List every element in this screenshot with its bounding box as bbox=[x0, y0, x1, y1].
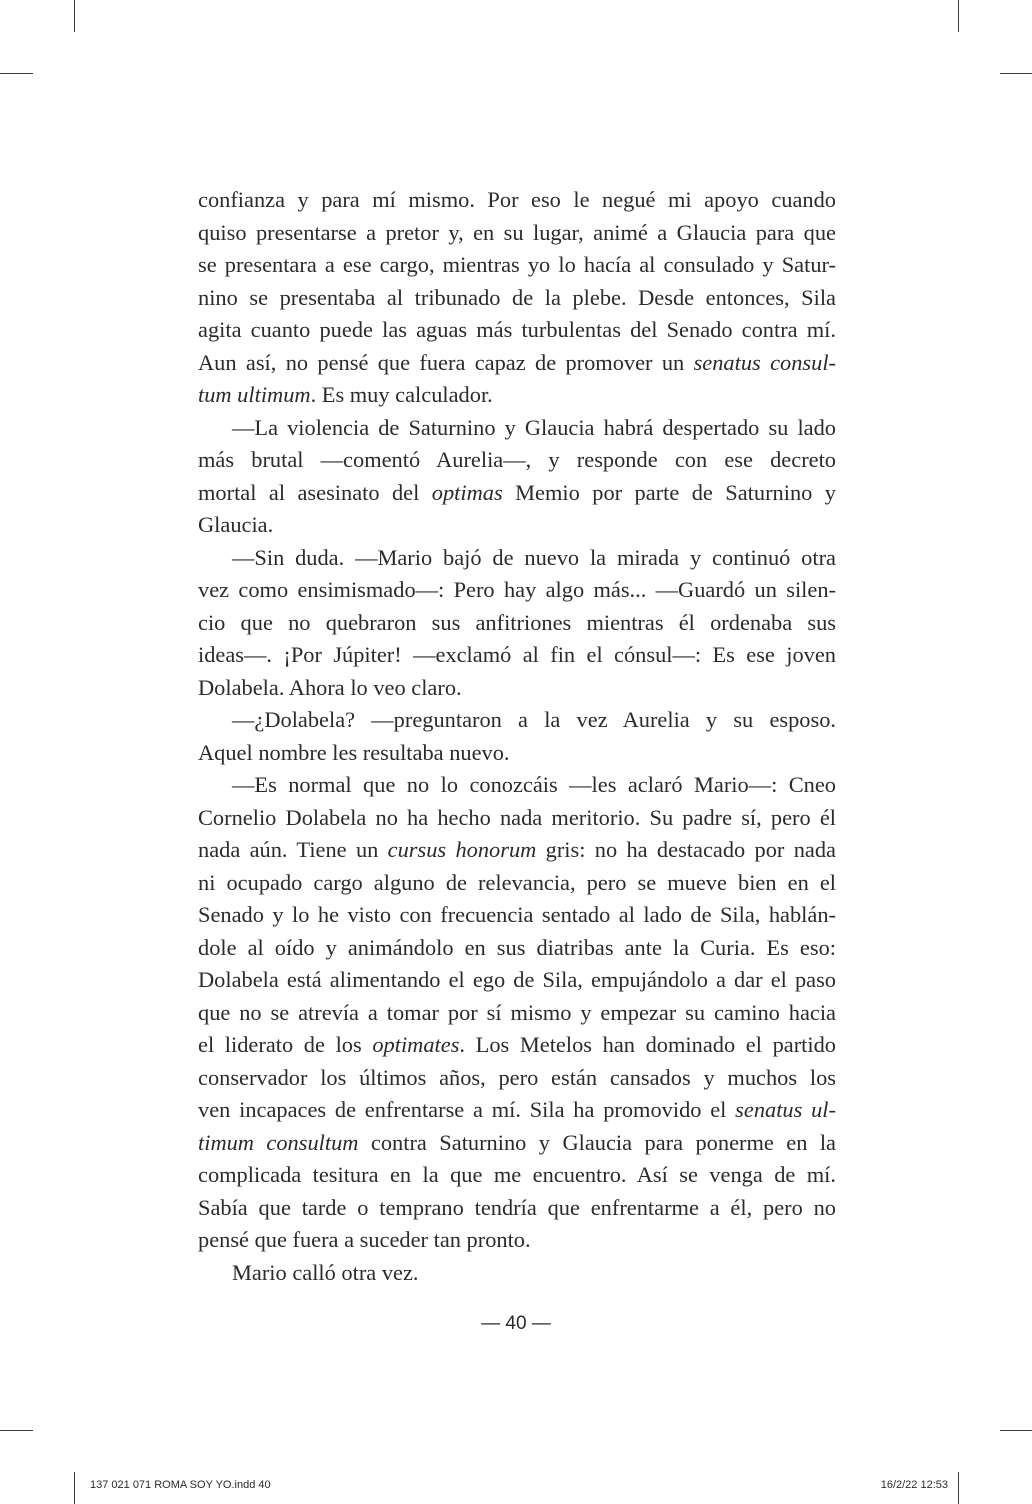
text-segment: complicada tesitura en la que me encuentro. Así se venga de mí. bbox=[198, 1162, 836, 1187]
text-segment: se presentara a ese cargo, mientras yo lo hacía al consulado y Satur- bbox=[198, 252, 836, 277]
text-line bbox=[198, 639, 836, 672]
text-line bbox=[198, 412, 836, 445]
text-line bbox=[198, 737, 836, 770]
text-segment: cio que no quebraron sus anfitriones mientras él ordenaba sus bbox=[198, 609, 836, 635]
text-segment: —Es normal que no lo conozcáis —les aclaró Mario—: Cneo bbox=[232, 772, 836, 797]
text-line bbox=[198, 184, 836, 217]
text-line bbox=[198, 542, 836, 575]
text-line bbox=[198, 704, 836, 737]
crop-mark-top-right-horizontal bbox=[1000, 73, 1032, 74]
italic-term: optimates bbox=[372, 1032, 460, 1057]
text-line bbox=[198, 899, 836, 932]
text-segment: más brutal —comentó Aurelia—, y responde con ese decreto bbox=[198, 447, 836, 472]
text-segment: Aquel nombre les resultaba nuevo. bbox=[198, 739, 510, 765]
text-segment: gris: no ha destacado por nada bbox=[536, 837, 836, 862]
text-line bbox=[198, 867, 836, 900]
crop-mark-bottom-right bbox=[958, 1472, 959, 1504]
text-line bbox=[198, 1192, 836, 1225]
text-segment: —La violencia de Saturnino y Glaucia habrá despertado su lado bbox=[232, 414, 836, 440]
text-segment: Aun así, no pensé que fuera capaz de promover un bbox=[198, 349, 694, 375]
text-segment: Cornelio Dolabela no ha hecho nada meritorio. Su padre sí, pero él bbox=[198, 804, 836, 830]
text-line bbox=[198, 282, 836, 315]
text-segment: Dolabela está alimentando el ego de Sila, empujándolo a dar el paso bbox=[198, 967, 836, 992]
text-line bbox=[198, 1159, 836, 1192]
text-segment: vez como ensimismado—: Pero hay algo más... —Guardó un silen- bbox=[198, 577, 836, 602]
italic-term: senatus consul- bbox=[693, 349, 836, 375]
text-line bbox=[198, 1257, 836, 1290]
text-line bbox=[198, 379, 836, 412]
text-segment: —Sin duda. —Mario bajó de nuevo la mirada y continuó otra bbox=[232, 544, 836, 570]
text-line bbox=[198, 834, 836, 867]
text-line bbox=[198, 672, 836, 705]
text-line bbox=[198, 509, 836, 542]
text-segment: . Es muy calculador. bbox=[310, 382, 493, 407]
text-segment: ni ocupado cargo alguno de relevancia, pero se mueve bien en el bbox=[198, 869, 836, 895]
text-line bbox=[198, 444, 836, 477]
text-line bbox=[198, 802, 836, 835]
crop-mark-top-left-horizontal bbox=[0, 73, 33, 74]
text-segment: nino se presentaba al tribunado de la plebe. Desde entonces, Sila bbox=[198, 284, 836, 310]
text-segment: Memio por parte de Saturnino y bbox=[502, 479, 836, 505]
body-text bbox=[198, 184, 836, 1289]
text-segment: Glaucia. bbox=[198, 512, 274, 537]
text-segment: dole al oído y animándolo en sus diatribas ante la Curia. Es eso: bbox=[198, 934, 836, 960]
text-segment: Sabía que tarde o temprano tendría que enfrentarme a él, pero no bbox=[198, 1194, 836, 1220]
text-segment: el liderato de los bbox=[198, 1032, 373, 1057]
text-segment: . Los Metelos han dominado el partido bbox=[459, 1032, 836, 1057]
italic-term: optimas bbox=[431, 479, 503, 505]
text-line bbox=[198, 1029, 836, 1062]
text-segment: agita cuanto puede las aguas más turbulentas del Senado contra mí. bbox=[198, 317, 836, 342]
text-segment: quiso presentarse a pretor y, en su lugar, animé a Glaucia para que bbox=[198, 219, 836, 245]
text-segment: ven incapaces de enfrentarse a mí. Sila ha promovido el bbox=[198, 1097, 736, 1122]
text-line bbox=[198, 347, 836, 380]
text-line bbox=[198, 932, 836, 965]
text-line bbox=[198, 607, 836, 640]
crop-mark-bottom-left bbox=[74, 1472, 75, 1504]
text-segment: pensé que fuera a suceder tan pronto. bbox=[198, 1227, 531, 1252]
italic-term: senatus ul- bbox=[735, 1097, 836, 1122]
slug-timestamp: 16/2/22 12:53 bbox=[880, 1479, 948, 1491]
crop-mark-top-right bbox=[958, 0, 959, 32]
text-line bbox=[198, 249, 836, 282]
text-segment: que no se atrevía a tomar por sí mismo y empezar su camino hacia bbox=[198, 999, 836, 1025]
text-line bbox=[198, 574, 836, 607]
text-segment: conservador los últimos años, pero están cansados y muchos los bbox=[198, 1064, 836, 1090]
text-line bbox=[198, 1094, 836, 1127]
text-line bbox=[198, 964, 836, 997]
text-line bbox=[198, 314, 836, 347]
text-segment: Mario calló otra vez. bbox=[232, 1259, 419, 1285]
text-line bbox=[198, 477, 836, 510]
text-line bbox=[198, 997, 836, 1030]
crop-mark-bottom-left-horizontal bbox=[0, 1430, 33, 1431]
text-segment: Senado y lo he visto con frecuencia sentado al lado de Sila, hablán- bbox=[198, 902, 836, 927]
text-line bbox=[198, 1062, 836, 1095]
text-segment: nada aún. Tiene un bbox=[198, 837, 388, 862]
italic-term: tum ultimum bbox=[198, 382, 311, 407]
text-line bbox=[198, 1127, 836, 1160]
text-segment: —¿Dolabela? —preguntaron a la vez Aurelia y su esposo. bbox=[232, 707, 836, 732]
text-segment: Dolabela. Ahora lo veo claro. bbox=[198, 674, 462, 700]
slug-filename: 137 021 071 ROMA SOY YO.indd 40 bbox=[90, 1479, 271, 1491]
page-number: — 40 — bbox=[481, 1313, 551, 1334]
text-line bbox=[198, 769, 836, 802]
text-segment: mortal al asesinato del bbox=[198, 479, 432, 505]
text-line bbox=[198, 217, 836, 250]
text-line bbox=[198, 1224, 836, 1257]
italic-term: cursus honorum bbox=[387, 837, 537, 862]
text-segment: confianza y para mí mismo. Por eso le negué mi apoyo cuando bbox=[198, 187, 836, 212]
crop-mark-top-left bbox=[74, 0, 75, 32]
italic-term: timum consultum bbox=[198, 1129, 359, 1155]
crop-mark-bottom-right-horizontal bbox=[1000, 1430, 1032, 1431]
text-segment: ideas—. ¡Por Júpiter! —exclamó al fin el cónsul—: Es ese joven bbox=[198, 642, 836, 667]
text-segment: contra Saturnino y Glaucia para ponerme en la bbox=[358, 1129, 836, 1155]
